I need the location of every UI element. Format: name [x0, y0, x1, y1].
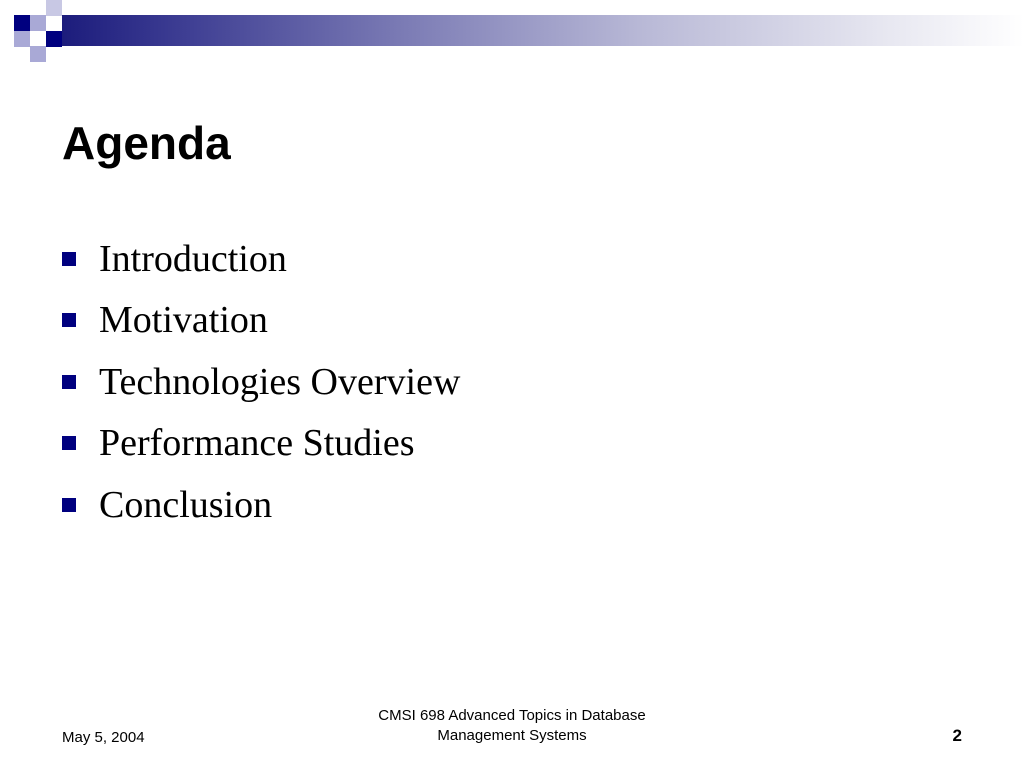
header-square	[14, 15, 30, 31]
header-square	[30, 46, 46, 62]
header-square	[30, 31, 46, 47]
square-bullet-icon	[62, 252, 76, 266]
bullet-item	[62, 290, 460, 352]
footer-course-line2: Management Systems	[437, 727, 587, 744]
header-gradient-bar	[62, 15, 1024, 46]
bullet-item	[62, 228, 460, 290]
square-bullet-icon	[62, 436, 76, 450]
square-bullet-icon	[62, 375, 76, 389]
bullet-text: Technologies Overview	[99, 360, 461, 403]
header-square	[46, 31, 62, 47]
bullet-text: Introduction	[99, 237, 287, 280]
bullet-text: Conclusion	[99, 483, 273, 526]
square-bullet-icon	[62, 313, 76, 327]
bullet-item	[62, 351, 460, 413]
bullet-item	[62, 413, 460, 475]
square-bullet-icon	[62, 498, 76, 512]
footer-course-line1: CMSI 698 Advanced Topics in Database	[378, 707, 646, 724]
bullet-list	[62, 228, 460, 536]
footer-date: May 5, 2004	[62, 729, 145, 746]
bullet-item	[62, 474, 460, 536]
header-square	[30, 15, 46, 31]
bullet-text: Motivation	[99, 299, 268, 342]
header-square	[46, 0, 62, 16]
slide-title: Agenda	[62, 117, 231, 169]
page-number: 2	[952, 726, 962, 745]
bullet-text: Performance Studies	[99, 422, 415, 465]
header-square	[14, 31, 30, 47]
footer-course-title	[312, 706, 712, 746]
